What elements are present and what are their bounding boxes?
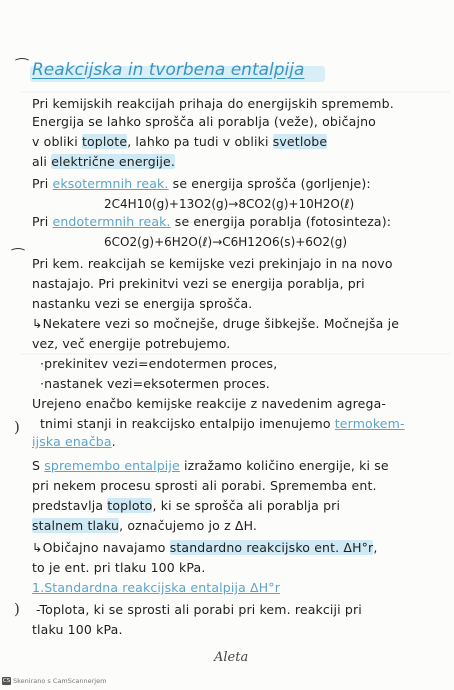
key-term: endotermnih reak. (52, 214, 171, 229)
margin-bracket-mark: ) (14, 418, 20, 436)
text-segment: tlaku 100 kPa. (32, 622, 123, 637)
text-segment: ·prekinitev vezi=endotermen proces, (40, 356, 278, 371)
note-line (32, 498, 340, 514)
margin-bracket-mark: ) (14, 600, 20, 618)
highlighted-term: svetlobe (272, 134, 328, 149)
note-line (32, 478, 377, 494)
text-segment: Urejeno enačbo kemijske reakcije z navedenim agrega- (32, 396, 387, 411)
text-segment: v obliki (32, 134, 82, 149)
text-segment: Energija se lahko sprošča ali porablja (veže), običajno (32, 114, 376, 129)
key-term: termokem- (334, 416, 405, 431)
text-segment: vez, več energije potrebujemo. (32, 336, 231, 351)
note-line (40, 416, 405, 432)
text-segment: se energija porablja (fotosinteza): (170, 214, 392, 229)
text-segment: , označujemo jo z ΔH. (119, 518, 258, 533)
highlighted-term: električne energije. (51, 154, 176, 169)
chemical-equation: 6CO2(g)+6H2O(ℓ)→C6H12O6(s)+6O2(g) (104, 235, 347, 249)
key-term: ijska enačba (32, 434, 112, 449)
note-line (32, 256, 393, 272)
note-line (32, 434, 116, 450)
note-line (32, 296, 252, 312)
note-line (32, 316, 399, 332)
note-line (32, 580, 280, 596)
page-title: Reakcijska in tvorbena entalpija (32, 60, 305, 80)
text-segment: pri nekem procesu sprosti ali porabi. Sprememba ent. (32, 478, 377, 493)
note-line (32, 336, 230, 352)
note-line (32, 114, 376, 130)
margin-bracket-mark: ⁀ (16, 58, 29, 76)
text-segment: ↳Nekatere vezi so močnejše, druge šibkejše. Močnejša je (32, 316, 400, 331)
key-term: eksotermnih reak. (52, 176, 169, 191)
text-segment: se energija sprošča (gorljenje): (168, 176, 371, 191)
text-segment: . (111, 434, 116, 449)
camscanner-icon: CS (2, 678, 11, 684)
text-segment: to je ent. pri tlaku 100 kPa. (32, 560, 206, 575)
note-line (32, 518, 257, 534)
key-term: spremembo entalpije (44, 458, 180, 473)
text-segment: izražamo količino energije, ki se (179, 458, 389, 473)
scanner-footer-text: Skenirano s CamScannerjem (13, 677, 107, 685)
text-segment: predstavlja (32, 498, 108, 513)
text-segment: ·nastanek vezi=eksotermen proces. (40, 376, 270, 391)
note-line (40, 356, 277, 372)
note-line (32, 214, 391, 230)
note-line (32, 560, 205, 576)
highlighted-term: toplote (81, 134, 128, 149)
text-segment: nastanku vezi se energija sprošča. (32, 296, 253, 311)
text-segment: , ki se sprošča ali porablja pri (152, 498, 341, 513)
note-line (32, 96, 394, 112)
text-segment: ↳Običajno navajamo (32, 540, 170, 555)
note-line (32, 540, 377, 556)
highlighted-term: toploto (107, 498, 153, 513)
note-line (104, 234, 347, 250)
note-line (32, 458, 389, 474)
note-line (32, 396, 386, 412)
text-segment: Pri (32, 176, 53, 191)
text-segment: nastajajo. Pri prekinitvi vezi se energija porablja, pri (32, 276, 365, 291)
text-segment: Pri (32, 214, 53, 229)
text-segment: , (373, 540, 378, 555)
margin-bracket-mark: ⁀ (12, 248, 25, 266)
note-line (104, 196, 354, 212)
note-line (36, 602, 362, 618)
text-segment: tnimi stanji in reakcijsko entalpijo imenujemo (40, 416, 335, 431)
note-line (32, 276, 365, 292)
text-segment: ali (32, 154, 52, 169)
note-line (32, 622, 123, 638)
highlighted-term: standardno reakcijsko ent. ΔH°r (169, 540, 374, 555)
text-segment: Pri kem. reakcijah se kemijske vezi prekinjajo in na novo (32, 256, 393, 271)
text-segment: , lahko pa tudi v obliki (127, 134, 273, 149)
key-term: 1.Standardna reakcijska entalpija ΔH°r (32, 580, 280, 595)
signature: Aleta (214, 650, 249, 665)
text-segment: -Toplota, ki se sprosti ali porabi pri kem. reakciji pri (36, 602, 362, 617)
chemical-equation: 2C4H10(g)+13O2(g)→8CO2(g)+10H2O(ℓ) (104, 197, 355, 211)
highlighted-term: stalnem tlaku (32, 518, 120, 533)
note-line (32, 134, 327, 150)
text-segment: S (32, 458, 45, 473)
scanner-footer (2, 677, 106, 685)
note-line (32, 176, 371, 192)
note-line (40, 376, 270, 392)
text-segment: Pri kemijskih reakcijah prihaja do energijskih sprememb. (32, 96, 394, 111)
note-line (32, 154, 175, 170)
